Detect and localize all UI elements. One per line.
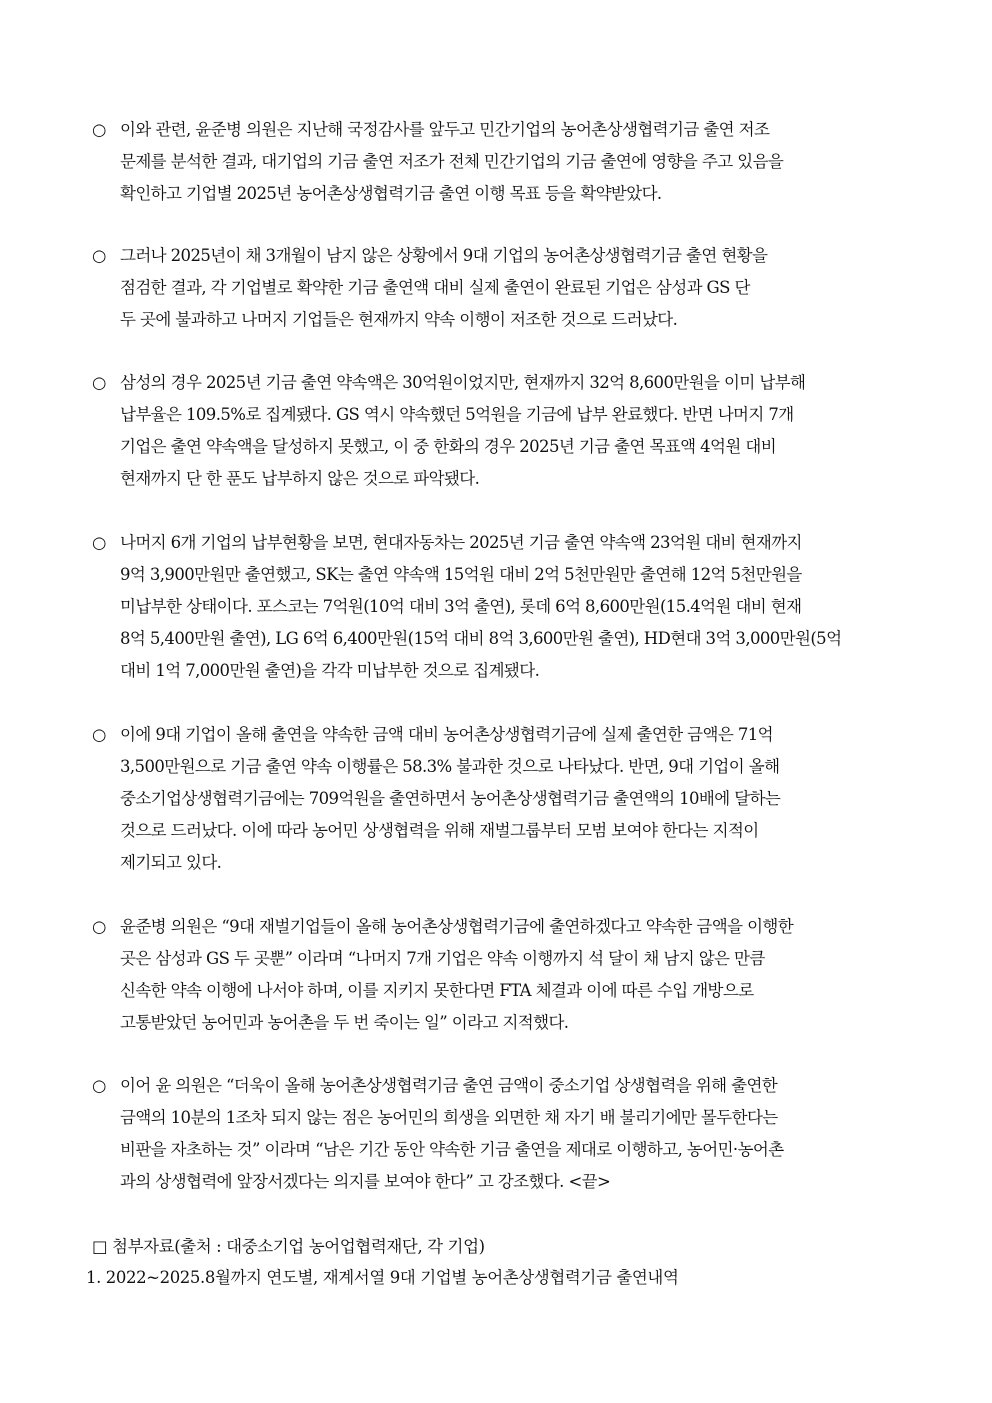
paragraph-line: 납부율은 109.5%로 집계됐다. GS 역시 약속했던 5억원을 기금에 납부 완료했다. 반면 나머지 7개: [120, 405, 794, 424]
paragraph-line: 곳은 삼성과 GS 두 곳뿐” 이라며 “나머지 7개 기업은 약속 이행까지 석 달이 채 남지 않은 만큼: [120, 949, 765, 968]
circle-bullet-icon: ○: [92, 917, 106, 936]
paragraph-line: 신속한 약속 이행에 나서야 하며, 이를 지키지 못한다면 FTA 체결과 이에 따른 수입 개방으로: [120, 981, 754, 1000]
paragraph-2: [92, 240, 900, 336]
circle-bullet-icon: ○: [92, 533, 106, 552]
paragraph-line: 기업은 출연 약속액을 달성하지 못했고, 이 중 한화의 경우 2025년 기금 출연 목표액 4억원 대비: [120, 437, 777, 456]
circle-bullet-icon: ○: [92, 1076, 106, 1095]
circle-bullet-icon: ○: [92, 120, 106, 139]
paragraph-line: ○ 이와 관련, 윤준병 의원은 지난해 국정감사를 앞두고 민간기업의 농어촌상생협력기금 출연 저조: [92, 114, 900, 146]
paragraph-line: 미납부한 상태이다. 포스코는 7억원(10억 대비 3억 출연), 롯데 6억 8,600만원(15.4억원 대비 현재: [120, 597, 802, 616]
circle-bullet-icon: ○: [92, 246, 106, 265]
paragraph-7: [92, 1070, 900, 1198]
circle-bullet-icon: ○: [92, 373, 106, 392]
paragraph-line: ○ 나머지 6개 기업의 납부현황을 보면, 현대자동차는 2025년 기금 출연 약속액 23억원 대비 현재까지: [92, 527, 900, 559]
paragraph-line: 확인하고 기업별 2025년 농어촌상생협력기금 출연 이행 목표 등을 확약받았다.: [120, 184, 662, 203]
paragraph-line: ○ 이어 윤 의원은 “더욱이 올해 농어촌상생협력기금 출연 금액이 중소기업 상생협력을 위해 출연한: [92, 1070, 900, 1102]
paragraph-line: 제기되고 있다.: [120, 853, 222, 872]
paragraph-line: ○ 이에 9대 기업이 올해 출연을 약속한 금액 대비 농어촌상생협력기금에 실제 출연한 금액은 71억: [92, 719, 900, 751]
attachment-item: 1. 2022~2025.8월까지 연도별, 재계서열 9대 기업별 농어촌상생협력기금 출연내역: [86, 1268, 679, 1287]
paragraph-line: ○ 윤준병 의원은 “9대 재벌기업들이 올해 농어촌상생협력기금에 출연하겠다고 약속한 금액을 이행한: [92, 911, 900, 943]
attachment-heading: □ 첨부자료(출처 : 대중소기업 농어업협력재단, 각 기업): [92, 1237, 485, 1256]
paragraph-line: 고통받았던 농어민과 농어촌을 두 번 죽이는 일” 이라고 지적했다.: [120, 1013, 569, 1032]
paragraph-line: 대비 1억 7,000만원 출연)을 각각 미납부한 것으로 집계됐다.: [120, 661, 540, 680]
paragraph-1: [92, 114, 900, 210]
paragraph-line: 비판을 자초하는 것” 이라며 “남은 기간 동안 약속한 기금 출연을 제대로 이행하고, 농어민·농어촌: [120, 1140, 784, 1159]
paragraph-line: ○ 그러나 2025년이 채 3개월이 남지 않은 상황에서 9대 기업의 농어촌상생협력기금 출연 현황을: [92, 240, 900, 272]
paragraph-line: 8억 5,400만원 출연), LG 6억 6,400만원(15억 대비 8억 3,600만원 출연), HD현대 3억 3,000만원(5억: [120, 629, 842, 648]
paragraph-line: 9억 3,900만원만 출연했고, SK는 출연 약속액 15억원 대비 2억 5천만원만 출연해 12억 5천만원을: [120, 565, 802, 584]
paragraph-line: 점검한 결과, 각 기업별로 확약한 기금 출연액 대비 실제 출연이 완료된 기업은 삼성과 GS 단: [120, 278, 750, 297]
paragraph-line: 두 곳에 불과하고 나머지 기업들은 현재까지 약속 이행이 저조한 것으로 드러났다.: [120, 310, 678, 329]
paragraph-line: 문제를 분석한 결과, 대기업의 기금 출연 저조가 전체 민간기업의 기금 출연에 영향을 주고 있음을: [120, 152, 784, 171]
paragraph-line: 3,500만원으로 기금 출연 약속 이행률은 58.3% 불과한 것으로 나타났다. 반면, 9대 기업이 올해: [120, 757, 780, 776]
circle-bullet-icon: ○: [92, 725, 106, 744]
paragraph-line: 금액의 10분의 1조차 되지 않는 점은 농어민의 희생을 외면한 채 자기 배 불리기에만 몰두한다는: [120, 1108, 778, 1127]
paragraph-line: 중소기업상생협력기금에는 709억원을 출연하면서 농어촌상생협력기금 출연액의 10배에 달하는: [120, 789, 781, 808]
paragraph-line: 것으로 드러났다. 이에 따라 농어민 상생협력을 위해 재벌그룹부터 모범 보여야 한다는 지적이: [120, 821, 759, 840]
paragraph-3: [92, 367, 900, 495]
paragraph-line: ○ 삼성의 경우 2025년 기금 출연 약속액은 30억원이었지만, 현재까지 32억 8,600만원을 이미 납부해: [92, 367, 900, 399]
paragraph-6: [92, 911, 900, 1039]
paragraph-5: [92, 719, 900, 879]
paragraph-line: 현재까지 단 한 푼도 납부하지 않은 것으로 파악됐다.: [120, 469, 480, 488]
paragraph-line: 과의 상생협력에 앞장서겠다는 의지를 보여야 한다” 고 강조했다. <끝>: [120, 1172, 611, 1191]
paragraph-4: [92, 527, 900, 687]
